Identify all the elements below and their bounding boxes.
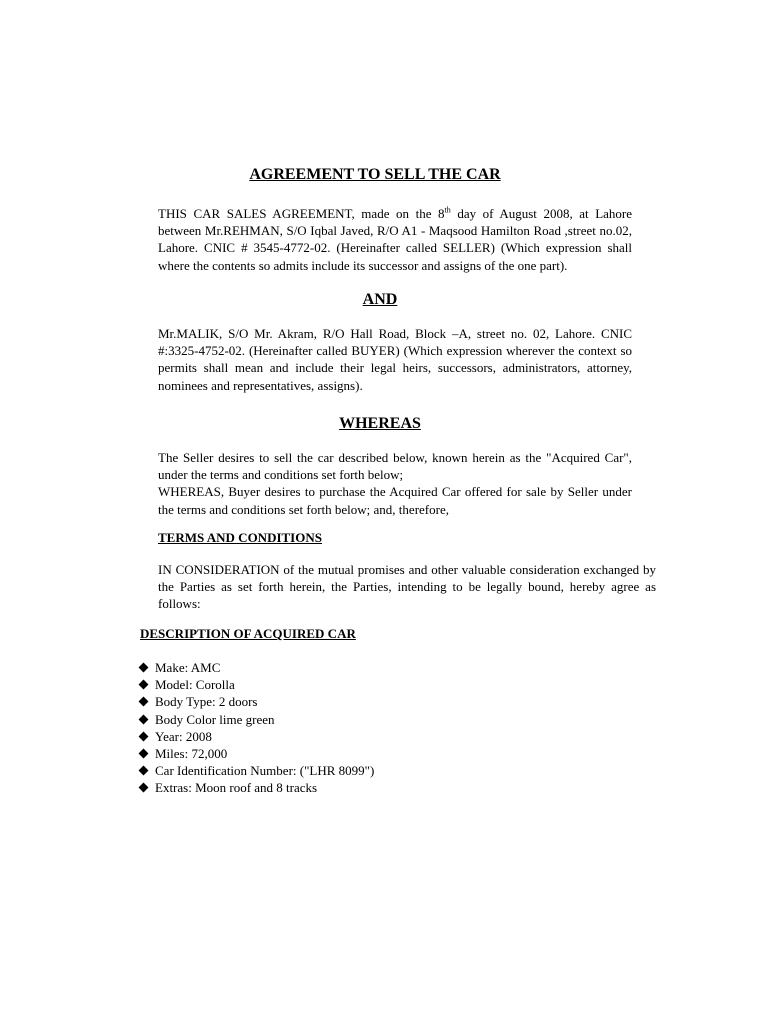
diamond-bullet-icon bbox=[139, 714, 149, 724]
diamond-bullet-icon bbox=[139, 731, 149, 741]
list-item: Year: 2008 bbox=[140, 728, 374, 745]
intro-paragraph bbox=[158, 205, 632, 274]
terms-heading: TERMS AND CONDITIONS bbox=[158, 530, 322, 545]
list-item: Model: Corolla bbox=[140, 676, 374, 693]
whereas-buyer-text: WHEREAS, Buyer desires to purchase the Acquired Car offered for sale by Seller under the terms and conditions set forth below; and, therefore, bbox=[158, 484, 632, 517]
car-details-list bbox=[140, 659, 374, 797]
description-heading: DESCRIPTION OF ACQUIRED CAR bbox=[140, 626, 356, 641]
document-title: AGREEMENT TO SELL THE CAR bbox=[249, 166, 501, 183]
diamond-bullet-icon bbox=[139, 663, 149, 673]
diamond-bullet-icon bbox=[139, 783, 149, 793]
terms-paragraph: IN CONSIDERATION of the mutual promises and other valuable consideration exchanged by the Parties as set forth herein, the Parties, intending to be legally bound, hereby agree as follows: bbox=[158, 562, 656, 612]
whereas-paragraph bbox=[158, 449, 632, 518]
intro-text-start: THIS CAR SALES AGREEMENT, made on the 8 bbox=[158, 206, 445, 221]
whereas-heading: WHEREAS bbox=[339, 415, 421, 432]
and-heading: AND bbox=[362, 291, 398, 308]
buyer-paragraph: Mr.MALIK, S/O Mr. Akram, R/O Hall Road, Block –A, street no. 02, Lahore. CNIC #:3325-4752-02. (Hereinafter called BUYER) (Which expression wherever the context so permits shall mean and include their legal heirs, successors, administrators, attorney, nominees and representatives, assigns). bbox=[158, 326, 632, 393]
diamond-bullet-icon bbox=[139, 766, 149, 776]
list-item: Make: AMC bbox=[140, 659, 374, 676]
list-item: Miles: 72,000 bbox=[140, 745, 374, 762]
whereas-seller-text: The Seller desires to sell the car described below, known herein as the "Acquired Car", under the terms and conditions set forth below; bbox=[158, 450, 632, 483]
list-item: Car Identification Number: ("LHR 8099") bbox=[140, 762, 374, 779]
list-item: Body Color lime green bbox=[140, 711, 374, 728]
diamond-bullet-icon bbox=[139, 749, 149, 759]
intro-superscript: th bbox=[444, 205, 451, 215]
list-item: Extras: Moon roof and 8 tracks bbox=[140, 779, 374, 796]
list-item: Body Type: 2 doors bbox=[140, 693, 374, 710]
intro-text-rest: day of August 2008, at Lahore between Mr.REHMAN, S/O Iqbal Javed, R/O A1 - Maqsood Hamilton Road ,street no.02, Lahore. CNIC # 3545-4772-02. (Hereinafter called SELLER) (Which expression shall where the contents so admits include its successor and assigns of the one part). bbox=[158, 206, 633, 273]
diamond-bullet-icon bbox=[139, 680, 149, 690]
diamond-bullet-icon bbox=[139, 697, 149, 707]
